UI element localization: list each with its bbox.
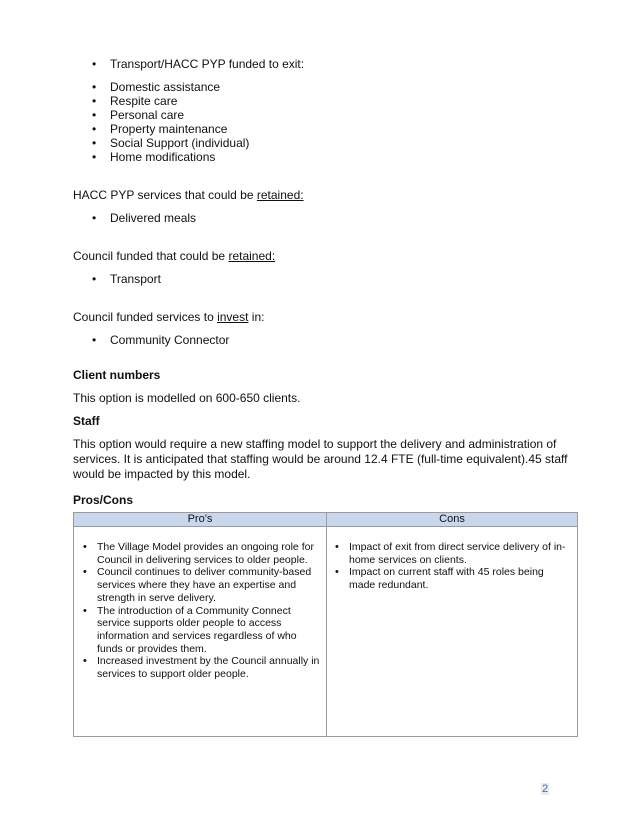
council-retained-list xyxy=(92,272,161,286)
list-item: • Domestic assistance xyxy=(92,80,249,94)
list-item: • Personal care xyxy=(92,108,249,122)
list-item: • Delivered meals xyxy=(92,211,196,225)
hacc-retained-heading: HACC PYP services that could be retained: xyxy=(73,188,304,202)
staff-heading: Staff xyxy=(73,414,100,428)
client-numbers-heading: Client numbers xyxy=(73,368,161,382)
hacc-retained-list xyxy=(92,211,196,225)
page-number: 2 xyxy=(542,783,549,795)
staff-text: This option would require a new staffing model to support the delivery and administration of services. It is anticipated that staffing would be around 12.4 FTE (full-time equivalent).45 staff would be impacted by this model. xyxy=(73,437,568,481)
exit-lead-list xyxy=(92,57,304,71)
pros-item: • The Village Model provides an ongoing role for Council in delivering services to older people. xyxy=(80,541,320,566)
pros-item: • Increased investment by the Council annually in services to support older people. xyxy=(80,655,320,680)
exit-lead-item: • Transport/HACC PYP funded to exit: xyxy=(92,57,304,71)
pros-cons-heading: Pros/Cons xyxy=(73,493,134,507)
pros-list xyxy=(80,541,320,681)
council-invest-list xyxy=(92,333,229,347)
pros-item: • The introduction of a Community Connect service supports older people to access information and services regardless of who funds or provides them. xyxy=(80,605,320,656)
column-divider xyxy=(326,513,327,736)
client-numbers-text: This option is modelled on 600-650 clients. xyxy=(73,391,301,405)
pros-column-header: Pro’s xyxy=(187,513,213,525)
pros-item: • Council continues to deliver community-based services where they have an expertise and strength in serve delivery. xyxy=(80,566,320,604)
list-item: • Property maintenance xyxy=(92,122,249,136)
cons-column-header: Cons xyxy=(439,513,465,525)
list-item: • Transport xyxy=(92,272,161,286)
list-item: • Social Support (individual) xyxy=(92,136,249,150)
list-item: • Community Connector xyxy=(92,333,229,347)
cons-list xyxy=(332,541,568,592)
pros-cons-table xyxy=(73,512,578,737)
list-item: • Respite care xyxy=(92,94,249,108)
exit-services-list xyxy=(92,80,249,164)
council-invest-heading: Council funded services to invest in: xyxy=(73,310,265,324)
list-item: • Home modifications xyxy=(92,150,249,164)
cons-item: • Impact of exit from direct service delivery of in-home services on clients. xyxy=(332,541,568,566)
council-retained-heading: Council funded that could be retained: xyxy=(73,249,276,263)
cons-item: • Impact on current staff with 45 roles being made redundant. xyxy=(332,566,568,591)
